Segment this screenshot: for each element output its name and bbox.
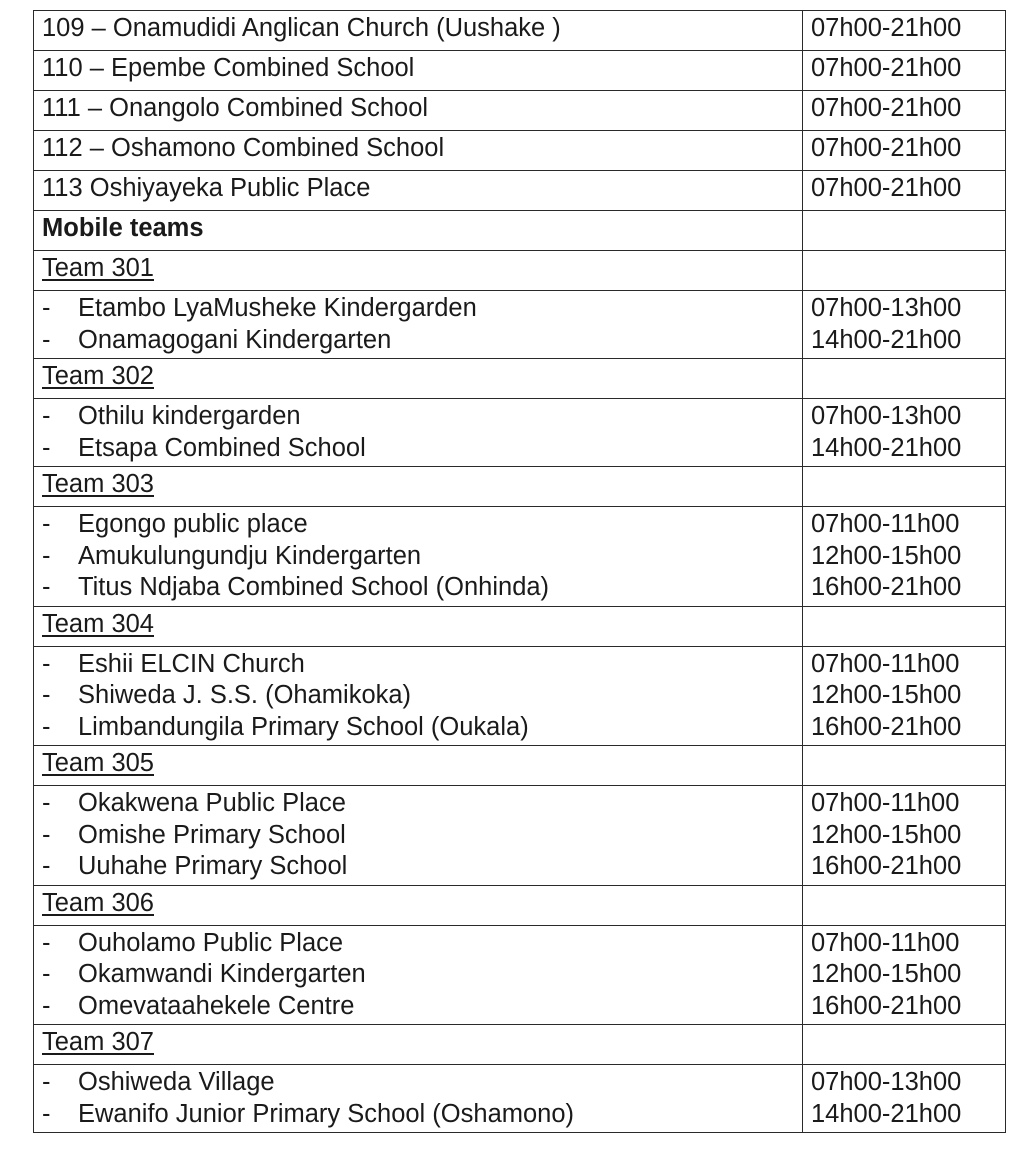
mobile-teams-heading-row (34, 211, 1006, 251)
location-name: Egongo public place (78, 510, 308, 538)
table-row (34, 51, 1006, 91)
time-slot: 16h00-21h00 (811, 712, 962, 741)
list-item (42, 959, 802, 991)
team-schedule-row (34, 925, 1006, 1025)
table-row (34, 91, 1006, 131)
list-item (42, 680, 802, 712)
location-name: Shiweda J. S.S. (Ohamikoka) (78, 681, 412, 709)
list-item (42, 509, 802, 541)
table-row (34, 131, 1006, 171)
team-locations-cell (34, 291, 803, 359)
team-times-cell (803, 399, 1006, 467)
station-name-cell: 112 – Oshamono Combined School (34, 131, 803, 171)
time-slot: 16h00-21h00 (811, 573, 962, 601)
list-item (42, 401, 802, 433)
list-item (42, 325, 802, 357)
time-slot: 14h00-21h00 (811, 1099, 962, 1128)
team-schedule-row (34, 291, 1006, 359)
list-item (42, 712, 802, 744)
time-slot: 07h00-13h00 (811, 294, 962, 322)
team-schedule-row (34, 786, 1006, 886)
team-label: Team 302 (42, 362, 154, 390)
empty-cell (803, 606, 1006, 646)
station-name-cell: 111 – Onangolo Combined School (34, 91, 803, 131)
time-slot: 12h00-15h00 (811, 541, 962, 570)
time-slot: 12h00-15h00 (811, 681, 962, 709)
list-item (42, 788, 802, 820)
bullet-dash: - (42, 510, 51, 538)
team-label-row (34, 251, 1006, 291)
list-item (42, 433, 802, 465)
bullet-dash: - (42, 820, 51, 849)
list-item (42, 1099, 802, 1131)
location-name: Uuhahe Primary School (78, 852, 348, 880)
mobile-teams-heading: Mobile teams (34, 211, 803, 251)
team-label-cell (34, 359, 803, 399)
location-name: Etsapa Combined School (78, 433, 366, 462)
team-label-row (34, 359, 1006, 399)
list-item (42, 649, 802, 681)
station-hours-cell: 07h00-21h00 (803, 91, 1006, 131)
team-label: Team 305 (42, 749, 154, 777)
bullet-dash: - (42, 294, 51, 322)
bullet-dash: - (42, 681, 51, 709)
bullet-dash: - (42, 852, 51, 880)
team-label-row (34, 885, 1006, 925)
empty-cell (803, 467, 1006, 507)
station-name-cell: 113 Oshiyayeka Public Place (34, 171, 803, 211)
team-label: Team 307 (42, 1028, 154, 1056)
list-item (42, 991, 802, 1023)
time-slot: 07h00-11h00 (811, 789, 960, 817)
bullet-dash: - (42, 402, 51, 430)
team-label-cell (34, 746, 803, 786)
team-locations-cell (34, 925, 803, 1025)
team-schedule-row (34, 507, 1006, 607)
team-locations-cell (34, 507, 803, 607)
time-slot: 07h00-13h00 (811, 402, 962, 430)
bullet-dash: - (42, 991, 51, 1020)
team-label-cell (34, 606, 803, 646)
team-label-row (34, 746, 1006, 786)
time-slot: 12h00-15h00 (811, 820, 962, 849)
bullet-dash: - (42, 960, 51, 988)
bullet-dash: - (42, 541, 51, 570)
location-name: Amukulungundju Kindergarten (78, 541, 422, 570)
list-item (42, 293, 802, 325)
team-label-cell (34, 467, 803, 507)
list-item (42, 820, 802, 852)
team-times-cell (803, 925, 1006, 1025)
team-schedule-row (34, 399, 1006, 467)
time-slot: 07h00-11h00 (811, 510, 960, 538)
team-label-row (34, 1025, 1006, 1065)
time-slot: 07h00-13h00 (811, 1068, 962, 1096)
team-times-cell (803, 1065, 1006, 1133)
bullet-dash: - (42, 928, 51, 957)
empty-cell (803, 359, 1006, 399)
team-locations-cell (34, 399, 803, 467)
table-row (34, 11, 1006, 51)
location-name: Limbandungila Primary School (Oukala) (78, 712, 529, 741)
table-row (34, 171, 1006, 211)
location-name: Okakwena Public Place (78, 789, 346, 817)
team-label-cell (34, 1025, 803, 1065)
bullet-dash: - (42, 433, 51, 462)
location-name: Othilu kindergarden (78, 402, 301, 430)
team-schedule-row (34, 1065, 1006, 1133)
team-locations-cell (34, 786, 803, 886)
location-name: Okamwandi Kindergarten (78, 960, 366, 988)
team-label-row (34, 467, 1006, 507)
empty-cell (803, 746, 1006, 786)
location-name: Omevataahekele Centre (78, 991, 355, 1020)
list-item (42, 928, 802, 960)
station-hours-cell: 07h00-21h00 (803, 11, 1006, 51)
location-name: Omishe Primary School (78, 820, 346, 849)
team-locations-cell (34, 646, 803, 746)
team-label: Team 303 (42, 470, 154, 498)
polling-schedule-table (33, 10, 1006, 1133)
table-body (34, 11, 1006, 1133)
station-name-cell: 109 – Onamudidi Anglican Church (Uushake ) (34, 11, 803, 51)
team-label: Team 301 (42, 254, 154, 282)
team-label: Team 306 (42, 888, 154, 917)
bullet-dash: - (42, 712, 51, 741)
time-slot: 16h00-21h00 (811, 852, 962, 880)
bullet-dash: - (42, 325, 51, 354)
time-slot: 12h00-15h00 (811, 960, 962, 988)
station-hours-cell: 07h00-21h00 (803, 51, 1006, 91)
bullet-dash: - (42, 789, 51, 817)
team-label-row (34, 606, 1006, 646)
time-slot: 07h00-11h00 (811, 928, 960, 957)
empty-cell (803, 885, 1006, 925)
location-name: Onamagogani Kindergarten (78, 325, 392, 354)
time-slot: 16h00-21h00 (811, 991, 962, 1020)
empty-cell (803, 251, 1006, 291)
list-item (42, 1067, 802, 1099)
bullet-dash: - (42, 649, 51, 678)
team-times-cell (803, 786, 1006, 886)
location-name: Titus Ndjaba Combined School (Onhinda) (78, 573, 550, 601)
location-name: Oshiweda Village (78, 1068, 275, 1096)
team-locations-cell (34, 1065, 803, 1133)
team-times-cell (803, 291, 1006, 359)
list-item (42, 851, 802, 883)
team-label-cell (34, 885, 803, 925)
bullet-dash: - (42, 1068, 51, 1096)
location-name: Etambo LyaMusheke Kindergarden (78, 294, 477, 322)
empty-cell (803, 211, 1006, 251)
team-times-cell (803, 646, 1006, 746)
location-name: Eshii ELCIN Church (78, 649, 305, 678)
station-name-cell: 110 – Epembe Combined School (34, 51, 803, 91)
team-schedule-row (34, 646, 1006, 746)
station-hours-cell: 07h00-21h00 (803, 131, 1006, 171)
list-item (42, 541, 802, 573)
time-slot: 14h00-21h00 (811, 325, 962, 354)
time-slot: 07h00-11h00 (811, 649, 960, 678)
station-hours-cell: 07h00-21h00 (803, 171, 1006, 211)
list-item (42, 572, 802, 604)
empty-cell (803, 1025, 1006, 1065)
location-name: Ouholamo Public Place (78, 928, 344, 957)
bullet-dash: - (42, 573, 51, 601)
team-label: Team 304 (42, 609, 154, 638)
team-times-cell (803, 507, 1006, 607)
team-label-cell (34, 251, 803, 291)
time-slot: 14h00-21h00 (811, 433, 962, 462)
location-name: Ewanifo Junior Primary School (Oshamono) (78, 1099, 575, 1128)
bullet-dash: - (42, 1099, 51, 1128)
